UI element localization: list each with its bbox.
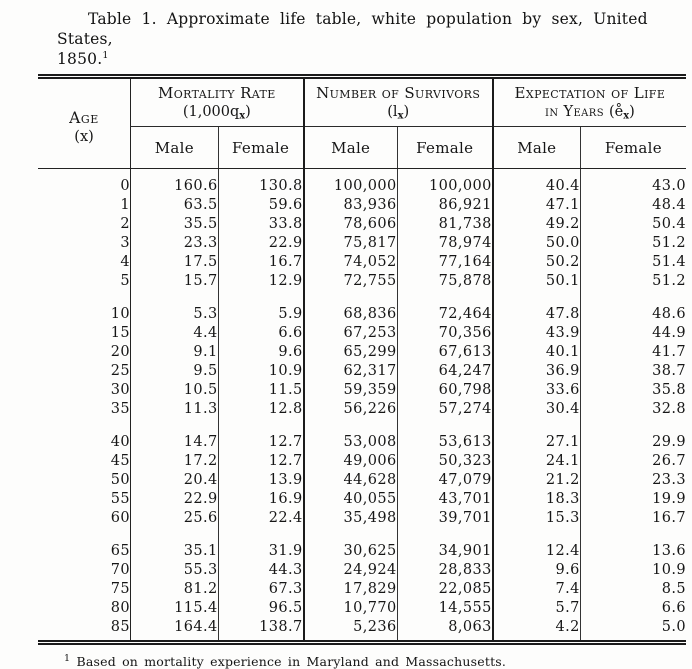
cell-survivors-male: 78,606: [304, 215, 398, 234]
spacer-cell: [304, 419, 398, 433]
spacer-cell: [397, 637, 493, 643]
spacer-cell: [131, 528, 219, 542]
life-table-wrapper: [38, 74, 686, 645]
spacer-cell: [397, 291, 493, 305]
cell-expectation-female: 51.2: [580, 234, 686, 253]
cell-survivors-male: 74,052: [304, 253, 398, 272]
cell-expectation-female: 41.7: [580, 343, 686, 362]
age-header-sub: (x): [74, 128, 94, 145]
cell-age: 50: [110, 471, 131, 488]
table-row: [38, 324, 686, 343]
footnote: [64, 654, 692, 669]
cell-mortality-male: 11.3: [131, 400, 219, 419]
col-group-number-of-survivors: [304, 77, 493, 127]
cell-expectation-female: 5.0: [580, 618, 686, 637]
spacer-cell: [580, 528, 686, 542]
cell-mortality-male: 115.4: [131, 599, 219, 618]
spacer-cell: [580, 291, 686, 305]
group-title-survivors: Number of Survivors: [316, 83, 481, 102]
cell-expectation-male: 36.9: [493, 362, 581, 381]
table-row: [38, 452, 686, 471]
spacer-cell: [38, 291, 131, 305]
group-title-expectation: Expectation of Life: [514, 83, 666, 102]
cell-mortality-female: 10.9: [218, 362, 304, 381]
col-header-mortality-male: Male: [131, 127, 219, 169]
cell-survivors-male: 40,055: [304, 490, 398, 509]
cell-survivors-female: 14,555: [397, 599, 493, 618]
cell-expectation-male: 43.9: [493, 324, 581, 343]
table-title-line2: 1850.: [57, 50, 103, 68]
table-row: [38, 471, 686, 490]
cell-expectation-male: 18.3: [493, 490, 581, 509]
row-block-gap: [38, 528, 686, 542]
cell-age: 20: [110, 343, 131, 360]
cell-mortality-female: 22.9: [218, 234, 304, 253]
cell-expectation-male: 4.2: [493, 618, 581, 637]
spacer-cell: [38, 169, 131, 177]
col-group-mortality-rate: [131, 77, 304, 127]
table-title-line1: Table 1. Approximate life table, white population by sex, United States,: [57, 10, 648, 48]
age-header-label: Age: [69, 108, 99, 127]
table-row: [38, 177, 686, 196]
cell-survivors-male: 44,628: [304, 471, 398, 490]
cell-expectation-male: 15.3: [493, 509, 581, 528]
cell-age: 15: [110, 324, 131, 341]
cell-mortality-male: 4.4: [131, 324, 219, 343]
cell-expectation-male: 27.1: [493, 433, 581, 452]
cell-mortality-female: 67.3: [218, 580, 304, 599]
cell-mortality-male: 22.9: [131, 490, 219, 509]
cell-age: 45: [110, 452, 131, 469]
cell-expectation-male: 21.2: [493, 471, 581, 490]
footnote-marker: 1: [64, 652, 71, 664]
cell-expectation-female: 16.7: [580, 509, 686, 528]
cell-age: 25: [110, 362, 131, 379]
cell-expectation-female: 43.0: [580, 177, 686, 196]
col-group-expectation-of-life: [493, 77, 686, 127]
col-header-mortality-female: Female: [218, 127, 304, 169]
cell-expectation-female: 26.7: [580, 452, 686, 471]
spacer-cell: [304, 169, 398, 177]
cell-mortality-male: 63.5: [131, 196, 219, 215]
cell-expectation-male: 50.0: [493, 234, 581, 253]
cell-survivors-female: 53,613: [397, 433, 493, 452]
cell-mortality-male: 23.3: [131, 234, 219, 253]
cell-survivors-female: 22,085: [397, 580, 493, 599]
cell-mortality-female: 33.8: [218, 215, 304, 234]
group-title-mortality: Mortality Rate: [157, 83, 276, 102]
cell-mortality-female: 11.5: [218, 381, 304, 400]
cell-age: 60: [110, 509, 131, 526]
cell-mortality-female: 31.9: [218, 542, 304, 561]
cell-mortality-male: 14.7: [131, 433, 219, 452]
spacer-cell: [131, 637, 219, 643]
spacer-cell: [38, 528, 131, 542]
table-row: [38, 580, 686, 599]
cell-survivors-male: 49,006: [304, 452, 398, 471]
cell-survivors-female: 57,274: [397, 400, 493, 419]
cell-survivors-male: 17,829: [304, 580, 398, 599]
table-row: [38, 490, 686, 509]
table-row: [38, 362, 686, 381]
cell-survivors-male: 53,008: [304, 433, 398, 452]
cell-survivors-male: 30,625: [304, 542, 398, 561]
cell-survivors-female: 64,247: [397, 362, 493, 381]
cell-age: 3: [120, 234, 131, 251]
cell-age: 65: [110, 542, 131, 559]
cell-expectation-female: 38.7: [580, 362, 686, 381]
spacer-cell: [218, 291, 304, 305]
table-row: [38, 618, 686, 637]
cell-expectation-male: 40.1: [493, 343, 581, 362]
cell-age: 40: [110, 433, 131, 450]
cell-expectation-female: 19.9: [580, 490, 686, 509]
cell-survivors-male: 72,755: [304, 272, 398, 291]
cell-expectation-female: 10.9: [580, 561, 686, 580]
cell-mortality-female: 22.4: [218, 509, 304, 528]
cell-survivors-male: 68,836: [304, 305, 398, 324]
cell-expectation-female: 48.6: [580, 305, 686, 324]
spacer-cell: [493, 637, 581, 643]
cell-survivors-female: 43,701: [397, 490, 493, 509]
cell-expectation-female: 8.5: [580, 580, 686, 599]
cell-expectation-male: 5.7: [493, 599, 581, 618]
row-top-padding: [38, 169, 686, 177]
cell-age: 2: [120, 215, 131, 232]
cell-age: 0: [120, 177, 131, 194]
cell-mortality-male: 17.5: [131, 253, 219, 272]
age-header-inner: [38, 109, 130, 147]
cell-mortality-female: 12.7: [218, 433, 304, 452]
cell-survivors-male: 100,000: [304, 177, 398, 196]
table-row: [38, 599, 686, 618]
cell-mortality-female: 130.8: [218, 177, 304, 196]
cell-mortality-female: 5.9: [218, 305, 304, 324]
spacer-cell: [493, 528, 581, 542]
cell-expectation-female: 32.8: [580, 400, 686, 419]
cell-survivors-female: 86,921: [397, 196, 493, 215]
cell-mortality-female: 138.7: [218, 618, 304, 637]
cell-survivors-male: 65,299: [304, 343, 398, 362]
table-row: [38, 272, 686, 291]
table-row: [38, 509, 686, 528]
cell-expectation-male: 24.1: [493, 452, 581, 471]
spacer-cell: [580, 419, 686, 433]
spacer-cell: [218, 419, 304, 433]
cell-age: 35: [110, 400, 131, 417]
cell-survivors-female: 50,323: [397, 452, 493, 471]
page: [0, 9, 692, 668]
life-table: [38, 74, 686, 645]
cell-age: 10: [110, 305, 131, 322]
spacer-cell: [493, 169, 581, 177]
spacer-cell: [131, 291, 219, 305]
title-footnote-marker: 1: [102, 49, 109, 61]
cell-mortality-male: 17.2: [131, 452, 219, 471]
cell-expectation-female: 6.6: [580, 599, 686, 618]
cell-age: 1: [120, 196, 131, 213]
cell-expectation-female: 35.8: [580, 381, 686, 400]
col-header-survivors-female: Female: [397, 127, 493, 169]
cell-mortality-female: 16.9: [218, 490, 304, 509]
cell-survivors-female: 75,878: [397, 272, 493, 291]
cell-mortality-male: 35.1: [131, 542, 219, 561]
cell-mortality-male: 20.4: [131, 471, 219, 490]
table-title: [57, 9, 668, 69]
row-bottom-padding: [38, 637, 686, 643]
cell-mortality-female: 9.6: [218, 343, 304, 362]
cell-mortality-female: 16.7: [218, 253, 304, 272]
cell-expectation-male: 49.2: [493, 215, 581, 234]
cell-mortality-male: 55.3: [131, 561, 219, 580]
cell-survivors-female: 78,974: [397, 234, 493, 253]
spacer-cell: [304, 528, 398, 542]
cell-mortality-male: 164.4: [131, 618, 219, 637]
cell-mortality-female: 12.9: [218, 272, 304, 291]
cell-survivors-male: 67,253: [304, 324, 398, 343]
cell-expectation-male: 50.2: [493, 253, 581, 272]
cell-expectation-female: 13.6: [580, 542, 686, 561]
cell-survivors-female: 77,164: [397, 253, 493, 272]
cell-expectation-female: 50.4: [580, 215, 686, 234]
col-header-expectation-female: Female: [580, 127, 686, 169]
cell-expectation-male: 30.4: [493, 400, 581, 419]
cell-survivors-female: 8,063: [397, 618, 493, 637]
cell-expectation-female: 44.9: [580, 324, 686, 343]
cell-survivors-male: 62,317: [304, 362, 398, 381]
cell-mortality-female: 13.9: [218, 471, 304, 490]
cell-age: 4: [120, 253, 131, 270]
group-unit-mortality: $(1,000q_x)$: [182, 103, 251, 121]
cell-survivors-male: 59,359: [304, 381, 398, 400]
spacer-cell: [38, 637, 131, 643]
spacer-cell: [397, 419, 493, 433]
col-header-age: [38, 77, 131, 169]
group-unit-expectation: in Years $(e̊_x)$: [544, 103, 635, 121]
cell-age: 70: [110, 561, 131, 578]
table-row: [38, 400, 686, 419]
cell-survivors-male: 10,770: [304, 599, 398, 618]
row-block-gap: [38, 419, 686, 433]
table-row: [38, 542, 686, 561]
col-header-survivors-male: Male: [304, 127, 398, 169]
cell-survivors-female: 81,738: [397, 215, 493, 234]
cell-mortality-male: 25.6: [131, 509, 219, 528]
table-row: [38, 305, 686, 324]
cell-expectation-male: 47.1: [493, 196, 581, 215]
cell-expectation-male: 50.1: [493, 272, 581, 291]
cell-mortality-male: 160.6: [131, 177, 219, 196]
cell-survivors-male: 35,498: [304, 509, 398, 528]
spacer-cell: [493, 291, 581, 305]
cell-mortality-female: 44.3: [218, 561, 304, 580]
cell-mortality-male: 35.5: [131, 215, 219, 234]
cell-survivors-male: 5,236: [304, 618, 398, 637]
cell-survivors-female: 28,833: [397, 561, 493, 580]
spacer-cell: [397, 169, 493, 177]
cell-age: 85: [110, 618, 131, 635]
spacer-cell: [304, 291, 398, 305]
cell-survivors-female: 100,000: [397, 177, 493, 196]
cell-survivors-female: 60,798: [397, 381, 493, 400]
cell-survivors-female: 67,613: [397, 343, 493, 362]
cell-age: 5: [120, 272, 131, 289]
cell-mortality-male: 15.7: [131, 272, 219, 291]
table-row: [38, 381, 686, 400]
cell-expectation-male: 9.6: [493, 561, 581, 580]
cell-age: 80: [110, 599, 131, 616]
cell-survivors-male: 75,817: [304, 234, 398, 253]
spacer-cell: [580, 169, 686, 177]
cell-mortality-male: 5.3: [131, 305, 219, 324]
cell-mortality-male: 81.2: [131, 580, 219, 599]
cell-age: 55: [110, 490, 131, 507]
cell-mortality-female: 6.6: [218, 324, 304, 343]
cell-age: 30: [110, 381, 131, 398]
footnote-text: Based on mortality experience in Maryland and Massachusetts.: [76, 654, 507, 669]
group-unit-survivors: $(l_x)$: [387, 103, 410, 121]
cell-age: 75: [110, 580, 131, 597]
cell-mortality-male: 9.1: [131, 343, 219, 362]
spacer-cell: [218, 528, 304, 542]
cell-expectation-female: 48.4: [580, 196, 686, 215]
cell-survivors-female: 34,901: [397, 542, 493, 561]
cell-mortality-female: 12.7: [218, 452, 304, 471]
cell-survivors-male: 56,226: [304, 400, 398, 419]
spacer-cell: [131, 169, 219, 177]
table-body: [38, 169, 686, 643]
cell-survivors-female: 72,464: [397, 305, 493, 324]
cell-expectation-male: 40.4: [493, 177, 581, 196]
table-row: [38, 433, 686, 452]
cell-mortality-male: 10.5: [131, 381, 219, 400]
cell-expectation-male: 47.8: [493, 305, 581, 324]
cell-expectation-female: 29.9: [580, 433, 686, 452]
cell-mortality-female: 59.6: [218, 196, 304, 215]
cell-expectation-male: 12.4: [493, 542, 581, 561]
spacer-cell: [397, 528, 493, 542]
spacer-cell: [131, 419, 219, 433]
cell-expectation-female: 23.3: [580, 471, 686, 490]
cell-mortality-female: 96.5: [218, 599, 304, 618]
cell-mortality-male: 9.5: [131, 362, 219, 381]
cell-expectation-male: 7.4: [493, 580, 581, 599]
spacer-cell: [218, 637, 304, 643]
cell-expectation-female: 51.4: [580, 253, 686, 272]
cell-survivors-female: 47,079: [397, 471, 493, 490]
cell-survivors-female: 70,356: [397, 324, 493, 343]
cell-survivors-male: 83,936: [304, 196, 398, 215]
spacer-cell: [493, 419, 581, 433]
cell-survivors-male: 24,924: [304, 561, 398, 580]
table-row: [38, 253, 686, 272]
spacer-cell: [218, 169, 304, 177]
spacer-cell: [304, 637, 398, 643]
cell-survivors-female: 39,701: [397, 509, 493, 528]
row-block-gap: [38, 291, 686, 305]
table-row: [38, 234, 686, 253]
spacer-cell: [38, 419, 131, 433]
table-row: [38, 561, 686, 580]
col-header-expectation-male: Male: [493, 127, 581, 169]
cell-expectation-female: 51.2: [580, 272, 686, 291]
table-row: [38, 343, 686, 362]
table-row: [38, 215, 686, 234]
cell-mortality-female: 12.8: [218, 400, 304, 419]
table-row: [38, 196, 686, 215]
cell-expectation-male: 33.6: [493, 381, 581, 400]
spacer-cell: [580, 637, 686, 643]
